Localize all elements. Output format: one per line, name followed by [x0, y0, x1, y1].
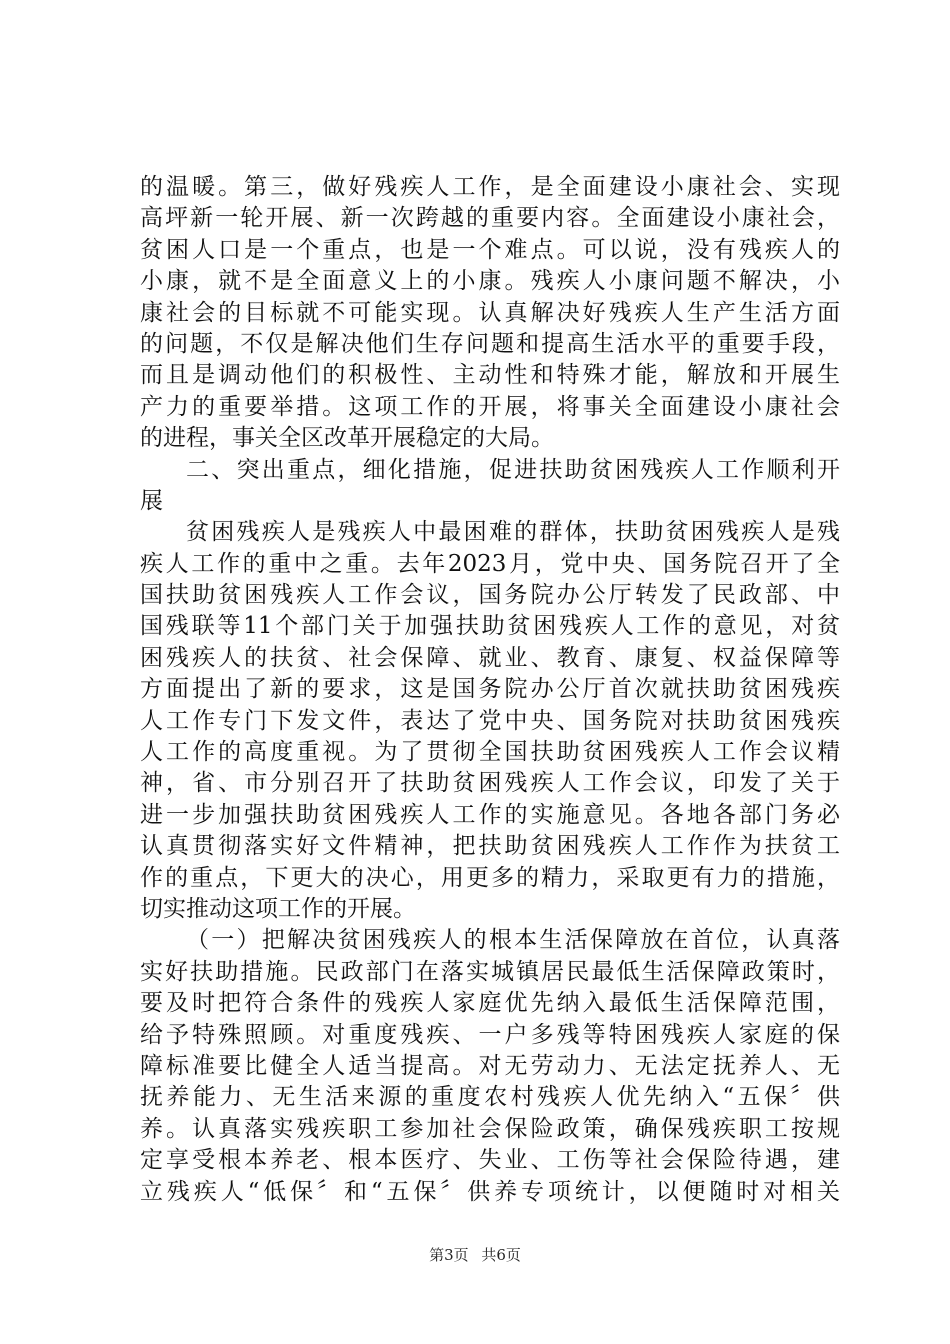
text-line: 高坪新一轮开展、新一次跨越的重要内容。全面建设小康社会，: [140, 205, 840, 232]
text-line: 贫困残疾人是残疾人中最困难的群体，扶助贫困残疾人是残: [186, 519, 840, 546]
text-line: 人工作的高度重视。为了贯彻全国扶助贫困残疾人工作会议精: [140, 739, 840, 766]
text-line: 国残联等11个部门关于加强扶助贫困残疾人工作的意见，对贫: [140, 613, 840, 640]
text-line: 的问题，不仅是解决他们生存问题和提高生活水平的重要手段，: [140, 330, 840, 357]
text-line: 作的重点，下更大的决心，用更多的精力，采取更有力的措施，: [140, 864, 840, 891]
text-line: 抚养能力、无生活来源的重度农村残疾人优先纳入“五保〞供: [140, 1084, 840, 1111]
text-line: 立残疾人“低保〞和“五保〞供养专项统计，以便随时对相关: [140, 1178, 840, 1205]
text-line: 人工作专门下发文件，表达了党中央、国务院对扶助贫困残疾: [140, 707, 840, 734]
text-line: 的进程，事关全区改革开展稳定的大局。: [140, 425, 554, 452]
text-line: 给予特殊照顾。对重度残疾、一户多残等特困残疾人家庭的保: [140, 1021, 840, 1048]
page-footer: [0, 1244, 950, 1265]
text-line: 产力的重要举措。这项工作的开展，将事关全面建设小康社会: [140, 393, 840, 420]
text-line: 养。认真落实残疾职工参加社会保险政策，确保残疾职工按规: [140, 1115, 840, 1142]
section-heading: 二、突出重点，细化措施，促进扶助贫困残疾人工作顺利开: [186, 456, 840, 483]
text-line: 而且是调动他们的积极性、主动性和特殊才能，解放和开展生: [140, 362, 840, 389]
text-line: 疾人工作的重中之重。去年2023月，党中央、国务院召开了全: [140, 550, 840, 577]
text-line: 国扶助贫困残疾人工作会议，国务院办公厅转发了民政部、中: [140, 582, 840, 609]
page-total: 共6页: [481, 1246, 521, 1264]
subsection-heading: （一）把解决贫困残疾人的根本生活保障放在首位，认真落: [186, 927, 840, 954]
text-line: 实好扶助措施。民政部门在落实城镇居民最低生活保障政策时，: [140, 958, 840, 985]
text-line: 定享受根本养老、根本医疗、失业、工伤等社会保险待遇，建: [140, 1147, 840, 1174]
text-line: 困残疾人的扶贫、社会保障、就业、教育、康复、权益保障等: [140, 644, 840, 671]
text-line: 神，省、市分别召开了扶助贫困残疾人工作会议，印发了关于: [140, 770, 840, 797]
text-line: 贫困人口是一个重点，也是一个难点。可以说，没有残疾人的: [140, 236, 840, 263]
text-line: 进一步加强扶助贫困残疾人工作的实施意见。各地各部门务必: [140, 801, 840, 828]
text-line: 障标准要比健全人适当提高。对无劳动力、无法定抚养人、无: [140, 1052, 840, 1079]
section-heading-continuation: 展: [140, 487, 163, 514]
text-line: 认真贯彻落实好文件精神，把扶助贫困残疾人工作作为扶贫工: [140, 833, 840, 860]
text-line: 切实推动这项工作的开展。: [140, 895, 416, 922]
page-number: 第3页: [429, 1246, 469, 1264]
text-line: 方面提出了新的要求，这是国务院办公厅首次就扶助贫困残疾: [140, 676, 840, 703]
document-body: [140, 172, 840, 1208]
text-line: 要及时把符合条件的残疾人家庭优先纳入最低生活保障范围，: [140, 990, 840, 1017]
text-line: 的温暖。第三，做好残疾人工作，是全面建设小康社会、实现: [140, 174, 840, 200]
text-line: 小康，就不是全面意义上的小康。残疾人小康问题不解决，小: [140, 268, 840, 295]
text-line: 康社会的目标就不可能实现。认真解决好残疾人生产生活方面: [140, 299, 840, 326]
